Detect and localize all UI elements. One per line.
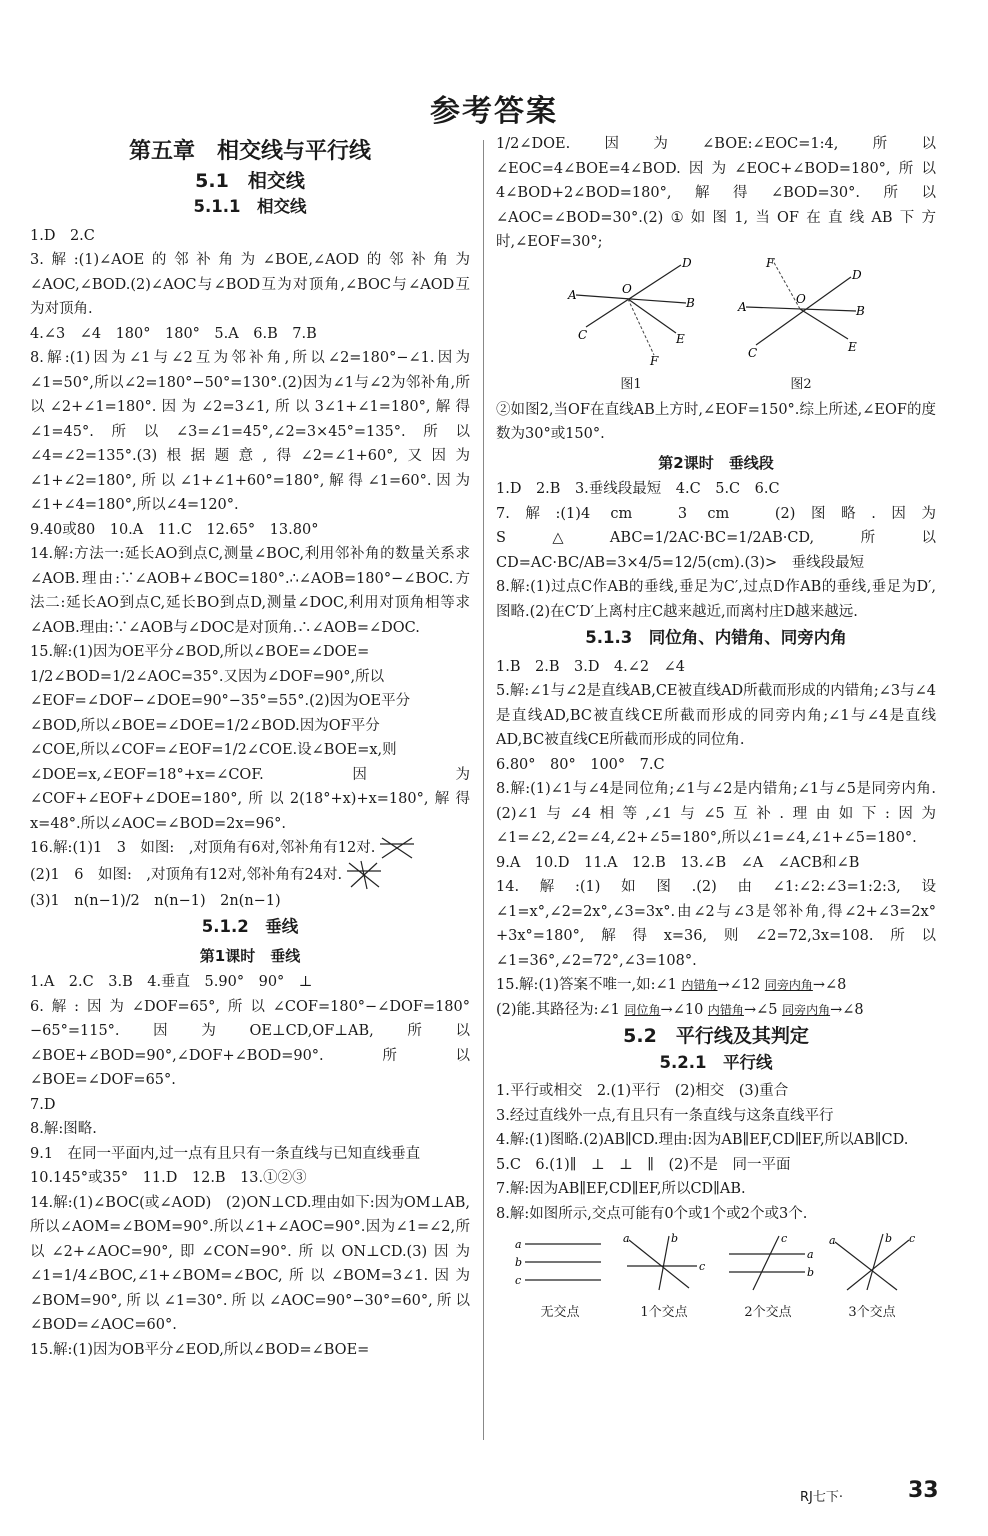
- angle-figures: [496, 255, 936, 398]
- parallel-answer-8: 8.解:如图所示,交点可能有0个或1个或2个或3个.: [496, 1205, 808, 1222]
- no-intersection-diagram: [515, 1232, 605, 1292]
- answer-15-line4: ∠BOD,所以∠BOE=∠DOE=1/2∠BOD.因为OF平分: [30, 717, 380, 734]
- svg-text:O: O: [796, 291, 806, 306]
- answer-16-part1: [30, 836, 470, 861]
- svg-text:c: c: [515, 1274, 522, 1287]
- parallel-answer-7: 7.解:因为AB∥EF,CD∥EF,所以CD∥AB.: [496, 1181, 746, 1197]
- figure-1-diagram: [566, 255, 696, 368]
- svg-text:b: b: [515, 1256, 523, 1269]
- svg-text:c: c: [699, 1260, 706, 1273]
- perp-answer-14: 14.解:(1)∠BOC(或∠AOD) (2)ON⊥CD.理由如下:因为OM⊥AB,所以∠AOM=∠BOM=90°.所以∠1+∠AOC=90°.因为∠1=∠2,所以∠2+∠AOC=90°,即∠CON=90°.所以ON⊥CD.(3)因为∠1=1/4∠BOC,∠1+∠BOM=∠BOC,所以∠BOM=3∠1.因为∠BOM=90°,所以∠1=30°.所以∠AOC=90°−30°=60°,所以∠BOD=∠AOC=60°.: [30, 1194, 470, 1333]
- figure-1-caption: 图1: [620, 377, 642, 392]
- angle-12-label: ∠12: [729, 977, 761, 993]
- perp-answer-6: 6.解:因为∠DOF=65°,所以∠COF=180°−∠DOF=180°−65°=115°.因为OE⊥CD,OF⊥AB,所以∠BOE+∠BOD=90°,∠DOF+∠BOD=90°.所以∠BOE=∠DOF=65°.: [30, 998, 470, 1088]
- right-column: [496, 132, 936, 1325]
- perp-answer-8: 8.解:图略.: [30, 1121, 97, 1137]
- lesson-1-heading: 第1课时 垂线: [199, 946, 301, 965]
- svg-text:F: F: [766, 255, 775, 270]
- page-title: 参考答案: [430, 94, 558, 129]
- parallel-answer-4: 4.解:(1)图略.(2)AB∥CD.理由:因为AB∥EF,CD∥EF,所以AB∥CD.: [496, 1132, 909, 1148]
- angle-10-label: ∠10: [672, 1001, 704, 1018]
- angle-8-label: ∠8: [825, 977, 847, 993]
- parallel-answer-5: 5.C 6.(1)∥ ⊥ ⊥ ∥ (2)不是 同一平面: [496, 1156, 791, 1173]
- column-divider: [483, 140, 484, 1440]
- angles-answer-15-part2-text: (2)能.其路径为:∠1: [496, 1001, 620, 1018]
- lesson-2-heading: 第2课时 垂线段: [658, 453, 774, 472]
- angles-answer-9: 9.A 10.D 11.A 12.B 13.∠B ∠A ∠ACB和∠B: [496, 854, 860, 871]
- angle-8-label-2: ∠8: [842, 1001, 864, 1018]
- arrow-label-inner-alternate-2: 内错角: [707, 1002, 744, 1017]
- chapter-heading: 第五章 相交线与平行线: [128, 139, 371, 164]
- intersection-figures: [496, 1232, 936, 1325]
- answer-16-part3: (3)1 n(n−1)/2 n(n−1) 2n(n−1): [30, 892, 281, 909]
- figure-1: [566, 255, 696, 398]
- three-intersection-caption: 3个交点: [848, 1304, 896, 1320]
- svg-text:C: C: [578, 327, 588, 342]
- three-lines-figure: [380, 836, 414, 860]
- svg-text:B: B: [686, 295, 695, 310]
- answer-8: 8.解:(1)因为∠1与∠2互为邻补角,所以∠2=180°−∠1.因为∠1=50°,所以∠2=180°−50°=130°.(2)因为∠1与∠2为邻补角,所以∠2+∠1=180°.因为∠2=3∠1,所以3∠1+∠1=180°,解得∠1=45°.所以∠3=∠1=45°,∠2=3×45°=135°.所以∠4=∠2=135°.(3)根据题意,得∠2=∠1+60°,又因为∠1+∠2=180°,所以∠1+∠1+60°=180°,解得∠1=60°.因为∠1+∠4=180°,所以∠4=120°.: [30, 350, 470, 513]
- arrow-label-same-side: 同旁内角: [764, 978, 813, 992]
- parallel-answer-1: 1.平行或相交 2.(1)平行 (2)相交 (3)重合: [496, 1083, 789, 1099]
- section-heading-5-1-3: 5.1.3 同位角、内错角、同旁内角: [585, 628, 847, 647]
- left-column: [30, 132, 470, 1362]
- svg-text:c: c: [909, 1232, 916, 1245]
- svg-text:a: a: [515, 1238, 522, 1251]
- angles-answer-15-part1: 15.解:(1)答案不唯一,如:∠1 内错角→∠12 同旁内角→∠8: [496, 977, 847, 993]
- answer-3: 3.解:(1)∠AOE的邻补角为∠BOE,∠AOD的邻补角为∠AOC,∠BOD.(2)∠AOC与∠BOD互为对顶角,∠BOC与∠AOD互为对顶角.: [30, 252, 470, 317]
- perp-answer-15: 15.解:(1)因为OB平分∠EOD,所以∠BOD=∠BOE=: [30, 1341, 370, 1358]
- arrow-label-corresponding: 同位角: [624, 1002, 661, 1017]
- svg-text:b: b: [807, 1266, 815, 1279]
- svg-text:E: E: [676, 331, 685, 346]
- answer-4: 4.∠3 ∠4 180° 180° 5.A 6.B 7.B: [30, 325, 317, 342]
- one-intersection-figure: [619, 1232, 709, 1325]
- footer-label: RJ七下·: [800, 1490, 843, 1505]
- perp-answer-10: 10.145°或35° 11.D 12.B 13.①②③: [30, 1170, 307, 1186]
- two-intersection-figure: [723, 1232, 813, 1325]
- section-heading-5-1-2: 5.1.2 垂线: [201, 917, 299, 936]
- angles-answer-15-part2: (2)能.其路径为:∠1 同位角→∠10 内错角→∠5 同旁内角→∠8: [496, 1001, 864, 1018]
- parallel-answer-3: 3.经过直线外一点,有且只有一条直线与这条直线平行: [496, 1107, 834, 1124]
- figure-2-caption: 图2: [790, 377, 812, 392]
- svg-text:O: O: [622, 281, 632, 296]
- svg-text:C: C: [748, 345, 758, 360]
- answer-16-part2: [30, 861, 470, 889]
- three-intersection-diagram: [827, 1232, 917, 1292]
- svg-text:A: A: [738, 299, 747, 314]
- segment-answer-7: 7.解:(1)4 cm 3 cm (2)图略.因为S△ABC=1/2AC·BC=1/2AB·CD,所以CD=AC·BC/AB=3×4/5=12/5(cm).(3)> 垂线段最短: [496, 505, 936, 571]
- answer-1: 1.D 2.C: [30, 227, 95, 244]
- four-lines-figure: [347, 861, 381, 889]
- svg-text:c: c: [781, 1232, 788, 1245]
- continued-answer-15-part2: ②如图2,当OF在直线AB上方时,∠EOF=150°.综上所述,∠EOF的度数为30°或150°.: [496, 401, 936, 442]
- one-intersection-diagram: [619, 1232, 709, 1292]
- svg-text:F: F: [650, 353, 659, 368]
- answer-15-line3: ∠EOF=∠DOF−∠DOE=90°−35°=55°.(2)因为OE平分: [30, 693, 411, 709]
- angles-answer-5: 5.解:∠1与∠2是直线AB,CE被直线AD所截而形成的内错角;∠3与∠4是直线AD,BC被直线CE所截而形成的同旁内角;∠1与∠4是直线AD,BC被直线CE所截而形成的同位角.: [496, 683, 936, 748]
- two-intersection-diagram: [723, 1232, 813, 1292]
- answer-15-line5: ∠COE,所以∠COF=∠EOF=1/2∠COE.设∠BOE=x,则: [30, 742, 397, 758]
- answer-16-part2-text: (2)1 6 如图: ,对顶角有12对,邻补角有24对.: [30, 866, 343, 883]
- continued-answer-15: 1/2∠DOE.因为∠BOE:∠EOC=1:4,所以∠EOC=4∠BOE=4∠BOD.因为∠EOC+∠BOD=180°,所以4∠BOD+2∠BOD=180°,解得∠BOD=30°.所以∠AOC=∠BOD=30°.(2)①如图1,当OF在直线AB下方时,∠EOF=30°;: [496, 136, 936, 250]
- angles-answer-8: 8.解:(1)∠1与∠4是同位角;∠1与∠2是内错角;∠1与∠5是同旁内角.(2)∠1与∠4相等,∠1与∠5互补.理由如下:因为∠1=∠2,∠2=∠4,∠2+∠5=180°,所以∠1=∠4,∠1+∠5=180°.: [496, 781, 936, 846]
- perp-answer-1: 1.A 2.C 3.B 4.垂直 5.90° 90° ⊥: [30, 974, 313, 990]
- three-intersection-figure: [827, 1232, 917, 1325]
- figure-2: [736, 255, 866, 398]
- no-intersection-caption: 无交点: [540, 1304, 580, 1320]
- page-number: 33: [908, 1478, 939, 1503]
- figure-2-diagram: [736, 255, 866, 365]
- segment-answer-8: 8.解:(1)过点C作AB的垂线,垂足为C′,过点D作AB的垂线,垂足为D′,图略.(2)在C′D′上离村庄C越来越近,而离村庄D越来越远.: [496, 579, 936, 620]
- section-heading-5-1: 5.1 相交线: [195, 169, 305, 192]
- answer-16-part1-text: 16.解:(1)1 3 如图: ,对顶角有6对,邻补角有12对.: [30, 840, 376, 856]
- section-heading-5-1-1: 5.1.1 相交线: [193, 197, 307, 216]
- one-intersection-caption: 1个交点: [640, 1304, 688, 1320]
- svg-text:a: a: [829, 1234, 836, 1247]
- section-heading-5-2-1: 5.2.1 平行线: [659, 1052, 773, 1072]
- svg-text:B: B: [856, 303, 865, 318]
- angles-answer-14: 14.解:(1)如图.(2)由∠1:∠2:∠3=1:2:3,设∠1=x°,∠2=2x°,∠3=3x°.由∠2与∠3是邻补角,得∠2+∠3=2x°+3x°=180°,解得x=36,则∠2=72,3x=108.所以∠1=36°,∠2=72°,∠3=108°.: [496, 879, 936, 969]
- two-intersection-caption: 2个交点: [744, 1304, 792, 1320]
- no-intersection-figure: [515, 1232, 605, 1325]
- angle-5-label: ∠5: [756, 1001, 778, 1018]
- answer-14: 14.解:方法一:延长AO到点C,测量∠BOC,利用邻补角的数量关系求∠AOB.理由:∵∠AOB+∠BOC=180°.∴∠AOB=180°−∠BOC.方法二:延长AO到点C,延长BO到点D,测量∠DOC,利用对顶角相等求∠AOB.理由:∵∠AOB与∠DOC是对顶角.∴∠AOB=∠DOC.: [30, 546, 470, 636]
- svg-text:a: a: [623, 1232, 630, 1245]
- svg-text:b: b: [671, 1232, 679, 1245]
- perp-answer-9: 9.1 在同一平面内,过一点有且只有一条直线与已知直线垂直: [30, 1145, 421, 1162]
- angles-answer-6: 6.80° 80° 100° 7.C: [496, 756, 665, 773]
- svg-text:D: D: [682, 255, 692, 270]
- svg-text:A: A: [568, 287, 577, 302]
- svg-text:D: D: [852, 267, 862, 282]
- section-heading-5-2: 5.2 平行线及其判定: [623, 1025, 809, 1047]
- arrow-label-same-side-2: 同旁内角: [782, 1002, 831, 1017]
- answer-15-line2: 1/2∠BOD=1/2∠AOC=35°.又因为∠DOF=90°,所以: [30, 668, 385, 685]
- svg-text:b: b: [885, 1232, 893, 1245]
- svg-text:E: E: [848, 339, 857, 354]
- answer-15-line6: ∠DOE=x,∠EOF=18°+x=∠COF.因为∠COF+∠EOF+∠DOE=180°,所以2(18°+x)+x=180°,解得x=48°.所以∠AOC=∠BOD=2x=96°.: [30, 766, 470, 832]
- arrow-label-inner-alternate: 内错角: [681, 978, 718, 992]
- answer-9: 9.40或80 10.A 11.C 12.65° 13.80°: [30, 521, 319, 538]
- segment-answer-1: 1.D 2.B 3.垂线段最短 4.C 5.C 6.C: [496, 481, 780, 497]
- perp-answer-7: 7.D: [30, 1096, 56, 1113]
- answer-15-line1: 15.解:(1)因为OE平分∠BOD,所以∠BOE=∠DOE=: [30, 644, 370, 660]
- svg-text:a: a: [807, 1248, 814, 1261]
- angles-answer-15-part1-text: 15.解:(1)答案不唯一,如:∠1: [496, 977, 677, 993]
- angles-answer-1: 1.B 2.B 3.D 4.∠2 ∠4: [496, 658, 686, 675]
